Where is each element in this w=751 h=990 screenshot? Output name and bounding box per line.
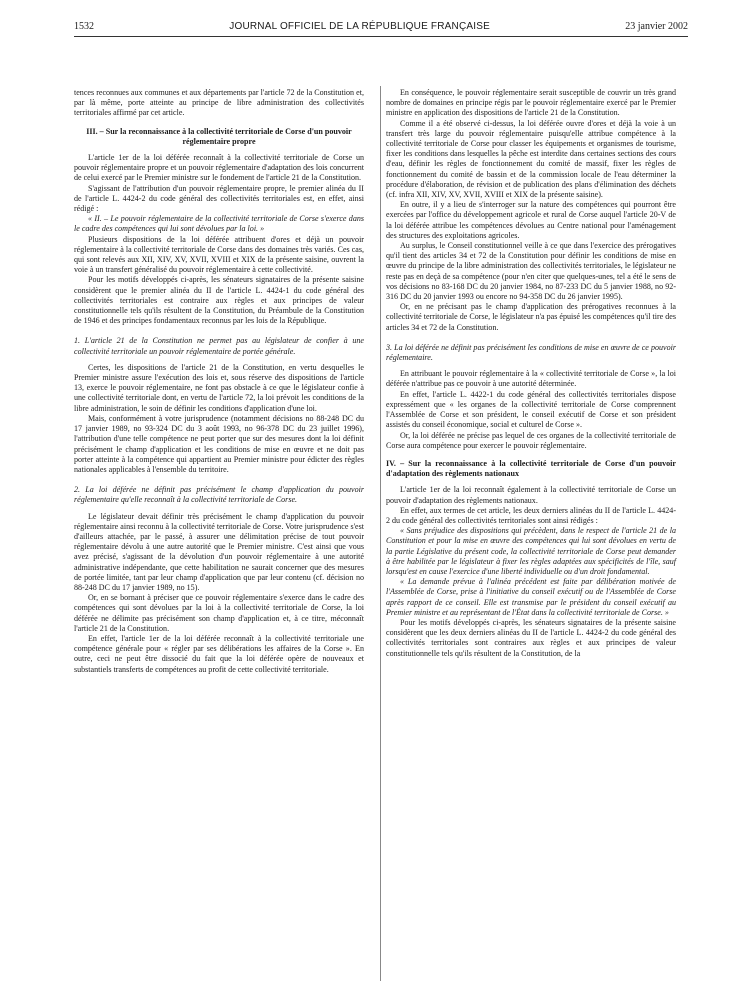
subsection-heading-1: 1. L'article 21 de la Constitution ne permet pas au législateur de confier à une collectivité territoriale un pouvoir réglementaire de portée générale. bbox=[74, 336, 364, 356]
paragraph: Le législateur devait définir très précisément le champ d'application du pouvoir réglementaire ainsi reconnu à la collectivité territoriale de Corse. Votre jurisprudence s'est d'ailleurs attachée, par le passé, à assurer une délimitation précise de tout pouvoir réglementaire dévolu à une autre autorité que le Premier ministre. C'est ainsi que vous avez précisé, s'agissant de la dévolution d'un pouvoir réglementaire à une autorité administrative indépendante, que cette habilitation ne saurait concerner que des mesures de portée limitée, tant par leur champ d'application que par leur contenu (cf. décision no 88-248 DC du 17 janvier 1989, no 15). bbox=[74, 511, 364, 592]
paragraph: Comme il a été observé ci-dessus, la loi déférée ouvre d'ores et déjà la voie à un transfert très large du pouvoir réglementaire puisqu'elle attribue compétence à la collectivité territoriale de Corse pour classer les équipements et organismes de tourisme, fixer les conditions dans lesquelles la pêche est interdite dans certaines sections des cours d'eau, définir les règles de fonctionnement du comité de massif, fixer les règles de fonctionnement du comité de bassin et de la commission locale de l'eau déterminer la procédure d'élaboration, de révision et de publication des plans d'élimination des déchets (cf. infra XII, XIV, XV, XVII, XVIII et XIX de la présente saisine). bbox=[386, 118, 676, 200]
paragraph: Or, en ne précisant pas le champ d'application des prérogatives reconnues à la collectivité territoriale de Corse, le législateur n'a pas épuisé les compétences qu'il tire des articles 34 et 72 de la Constitution. bbox=[386, 302, 676, 332]
subsection-heading-2: 2. La loi déférée ne définit pas précisément le champ d'application du pouvoir réglementaire qu'elle reconnaît à la collectivité territoriale de Corse. bbox=[74, 485, 364, 505]
paragraph: En effet, aux termes de cet article, les deux derniers alinéas du II de l'article L. 4424-2 du code général des collectivités territoriales sont ainsi rédigés : bbox=[386, 505, 676, 525]
section-heading-iv: IV. – Sur la reconnaissance à la collectivité territoriale de Corse d'un pouvoir d'adaptation des règlements nationaux bbox=[386, 458, 676, 479]
column-divider bbox=[380, 86, 381, 981]
paragraph: Plusieurs dispositions de la loi déférée attribuent d'ores et déjà un pouvoir réglementaire à la collectivité territoriale de Corse dans des domaines très variés. Ces cas, qui sont relevés aux XII, XIV, XV, XVII, XVIII et XIX de la présente saisine, ouvrent la voie à un transfert généralisé du pouvoir réglementaire à cette collectivité. bbox=[74, 234, 364, 275]
paragraph: En conséquence, le pouvoir réglementaire serait susceptible de couvrir un très grand nombre de domaines en principe régis par le pouvoir réglementaire exercé par le Premier ministre en application des dispositions de l'article 21 de la Constitution. bbox=[386, 88, 676, 118]
paragraph: Or, la loi déférée ne précise pas lequel de ces organes de la collectivité territoriale de Corse aura compétence pour exercer le pouvoir réglementaire. bbox=[386, 430, 676, 450]
paragraph: Or, en se bornant à préciser que ce pouvoir réglementaire s'exerce dans le cadre des compétences qui sont dévolues par la loi à la collectivité territoriale de Corse, la loi déférée ne délimite pas précisément son champ d'application et, à ce titre, méconnaît l'article 21 de la Constitution. bbox=[74, 593, 364, 633]
quotation: « La demande prévue à l'alinéa précédent est faite par délibération motivée de l'Assemblée de Corse, prise à l'initiative du conseil exécutif ou de l'Assemblée de Corse après rapport de ce conseil. Elle est transmise par le président du conseil exécutif au Premier ministre et au représentant de l'État dans la collectivité territoriale de Corse. » bbox=[386, 577, 676, 617]
paragraph: Certes, les dispositions de l'article 21 de la Constitution, en vertu desquelles le Premier ministre assure l'exécution des lois et, sous réserve des dispositions de l'article 13, exerce le pouvoir réglementaire, ne font pas obstacle à ce que le législateur confie à une collectivité territoriale dont, en vertu de l'article 72, la loi prévoit les conditions de la libre administration, le soin de définir les conditions d'application d'une loi. bbox=[74, 362, 364, 413]
subsection-heading-3: 3. La loi déférée ne définit pas précisément les conditions de mise en œuvre de ce pouvoir réglementaire. bbox=[386, 342, 676, 363]
paragraph: En effet, l'article L. 4422-1 du code général des collectivités territoriales dispose expressément que « les organes de la collectivité territoriale de Corse comprennent l'Assemblée de Corse et son président, le conseil exécutif de Corse et son président assistés du conseil économique, social et culturel de Corse ». bbox=[386, 389, 676, 430]
paragraph: L'article 1er de la loi reconnaît également à la collectivité territoriale de Corse un pouvoir d'adaptation des règlements nationaux. bbox=[386, 485, 676, 505]
paragraph: En effet, l'article 1er de la loi déférée reconnaît à la collectivité territoriale une compétence générale pour « régler par ses délibérations les affaires de la Corse ». En outre, ceci ne peut être dissocié du fait que la loi déférée opère de nouveaux et substantiels transferts de compétences au profit de cette collectivité territoriale. bbox=[74, 633, 364, 674]
paragraph: tences reconnues aux communes et aux départements par l'article 72 de la Constitution et, par là même, porte atteinte au principe de libre administration des collectivités territoriales affirmé par cet article. bbox=[74, 88, 364, 118]
paragraph: S'agissant de l'attribution d'un pouvoir réglementaire propre, le premier alinéa du II de l'article L. 4424-2 du code général des collectivités territoriales est, en effet, ainsi rédigé : bbox=[74, 183, 364, 214]
quotation: « II. – Le pouvoir réglementaire de la collectivité territoriale de Corse s'exerce dans le cadre des compétences qui lui sont dévolues par la loi. » bbox=[74, 214, 364, 234]
paragraph: En attribuant le pouvoir réglementaire à la « collectivité territoriale de Corse », la loi déférée n'attribue pas ce pouvoir à une autorité déterminée. bbox=[386, 369, 676, 389]
paragraph: En outre, il y a lieu de s'interroger sur la nature des compétences qui pourront être exercées par l'office du développement agricole et rural de Corse auquel l'article 20-V de la loi déférée attribue les compétences dévolues au Centre national pour l'aménagement des structures des exploitations agricoles. bbox=[386, 200, 676, 240]
paragraph: L'article 1er de la loi déférée reconnaît à la collectivité territoriale de Corse un pouvoir réglementaire propre et un pouvoir réglementaire d'adaptation des lois concurrent de celui exercé par le Premier ministre sur le fondement de l'article 21 de la Constitution. bbox=[74, 153, 364, 183]
issue-date: 23 janvier 2002 bbox=[625, 21, 688, 32]
quotation: « Sans préjudice des dispositions qui précèdent, dans le respect de l'article 21 de la Constitution et pour la mise en œuvre des compétences qui lui sont dévolues en vertu de la partie Législative du présent code, la collectivité territoriale de Corse peut demander à être habilitée par le législateur à fixer les règles adaptées aux spécificités de l'île, sauf lorsqu'est en cause l'exercice d'une liberté individuelle ou d'un droit fondamental. bbox=[386, 526, 676, 576]
journal-title: JOURNAL OFFICIEL DE LA RÉPUBLIQUE FRANÇAISE bbox=[229, 21, 490, 32]
page-number: 1532 bbox=[74, 21, 94, 32]
page-header bbox=[74, 10, 688, 37]
right-column bbox=[386, 88, 676, 659]
left-column bbox=[74, 88, 364, 675]
paragraph: Pour les motifs développés ci-après, les sénateurs signataires de la présente saisine considèrent que les deux derniers alinéas du II de l'article L. 4424-2 du code général des collectivités territoriales sont contraires aux règles et aux principes de valeur constitutionnelle tels qu'ils résultent de la Constitution, de la bbox=[386, 617, 676, 658]
paragraph: Pour les motifs développés ci-après, les sénateurs signataires de la présente saisine considèrent que le premier alinéa du II de l'article L. 4424-1 du code général des collectivités territoriales est contraire aux règles et aux principes de valeur constitutionnelle tels qu'ils résultent de la Constitution, du Préambule de la Constitution de 1946 et des principes fondamentaux reconnus par les lois de la République. bbox=[74, 275, 364, 326]
paragraph: Au surplus, le Conseil constitutionnel veille à ce que dans l'exercice des prérogatives qu'il tient des articles 34 et 72 de la Constitution pour définir les conditions de mise en œuvre du principe de la libre administration des collectivités territoriales, le législateur ne reste pas en deçà de sa compétence (pour n'en citer que quelques-unes, tel a été le sens de vos décisions no 83-168 DC du 20 janvier 1984, no 87-233 DC du 5 janvier 1988, no 92-316 DC du 20 janvier 1993 ou encore no 94-358 DC du 26 janvier 1995). bbox=[386, 241, 676, 302]
section-heading-iii: III. – Sur la reconnaissance à la collectivité territoriale de Corse d'un pouvoir réglementaire propre bbox=[86, 126, 352, 146]
paragraph: Mais, conformément à votre jurisprudence (notamment décisions no 88-248 DC du 17 janvier 1989, no 93-324 DC du 3 août 1993, no 96-378 DC du 23 juillet 1996), l'attribution d'une telle compétence ne peut porter que sur des mesures dont la loi définit précisément le champ d'application et les conditions de mise en œuvre et ne doit pas porter atteinte à la compétence qui appartient au Premier ministre pour édicter des règles nationales applicables à l'ensemble du territoire. bbox=[74, 413, 364, 474]
